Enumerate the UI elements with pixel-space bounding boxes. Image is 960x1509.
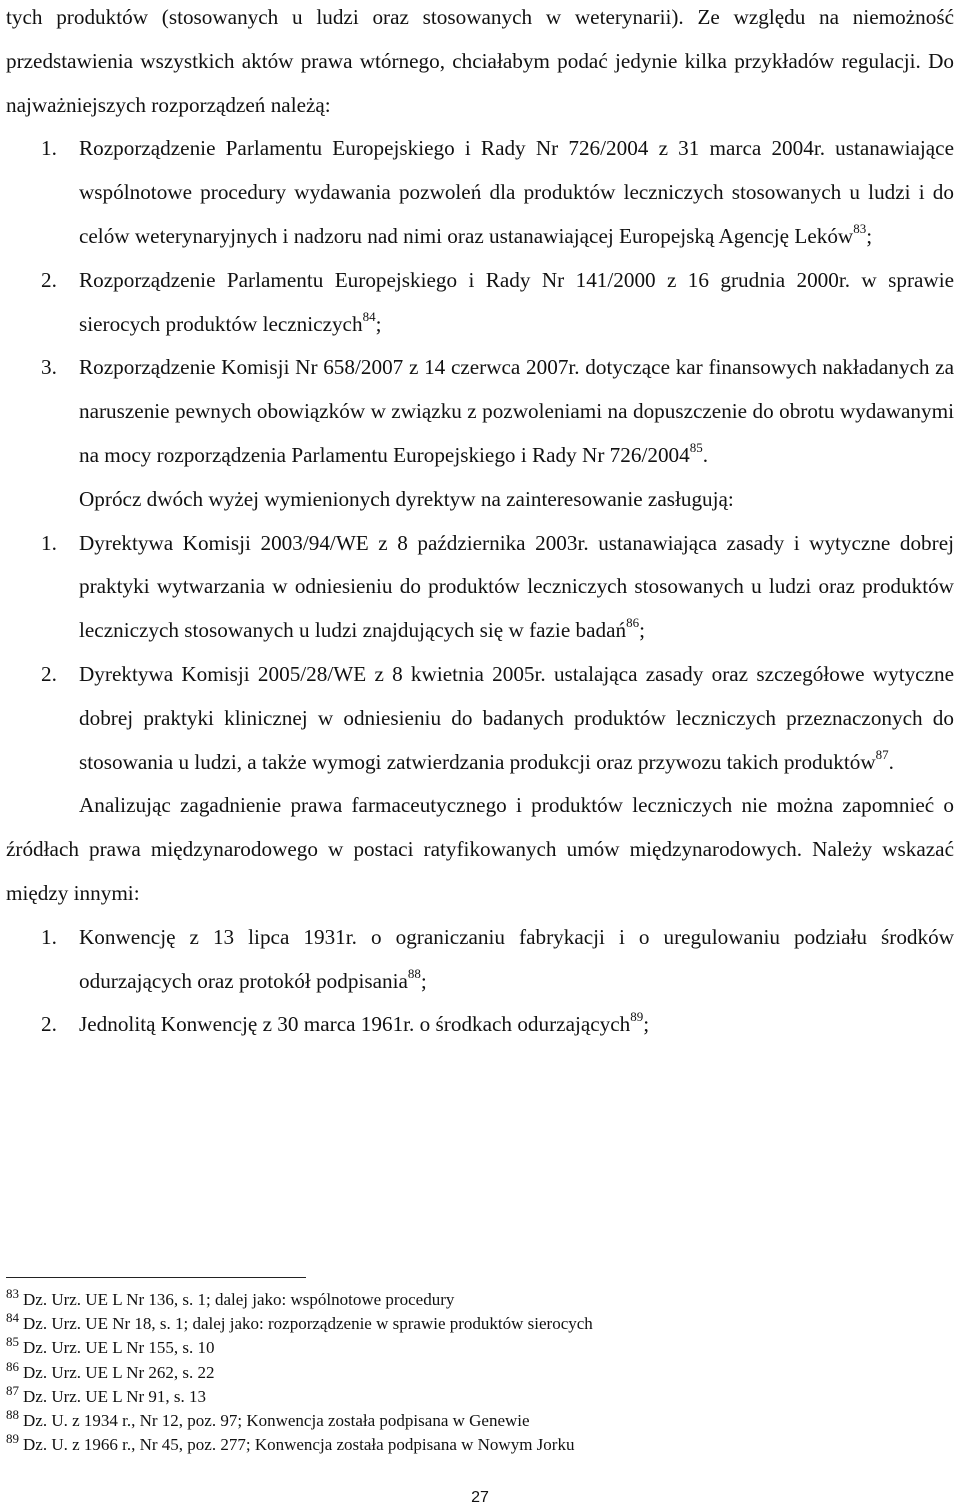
list-number: 3. (41, 355, 57, 380)
footnote-text: Dz. Urz. UE L Nr 136, s. 1; dalej jako: wspólnotowe procedury (23, 1290, 455, 1309)
list-item-punct: ; (643, 1012, 650, 1037)
footnote-ref[interactable]: 89 (630, 1009, 644, 1025)
body-text (6, 0, 954, 1047)
intro-paragraph: tych produktów (stosowanych u ludzi oraz stosowanych w weterynarii). Ze względu na niemożność przedstawienia wszystkich aktów prawa wtórnego, chciałabym podać jedynie kilka przykładów regulacji. Do najważniejszych rozporządzeń należą: (6, 5, 954, 117)
list-number: 1. (41, 136, 57, 161)
convention-item-2 (6, 1003, 954, 1047)
footnote: 88 Dz. U. z 1934 r., Nr 12, poz. 97; Konwencja została podpisana w Genewie (6, 1407, 530, 1431)
international-law-paragraph: Analizując zagadnienie prawa farmaceutycznego i produktów leczniczych nie można zapomnieć o źródłach prawa międzynarodowego w postaci ratyfikowanych umów międzynarodowych. Należy wskazać między innymi: (6, 793, 954, 905)
footnote: 84 Dz. Urz. UE Nr 18, s. 1; dalej jako: rozporządzenie w sprawie produktów sierocych (6, 1310, 593, 1334)
list-item-punct: ; (866, 223, 873, 248)
list-item-text: Dyrektywa Komisji 2003/94/WE z 8 października 2003r. ustanawiająca zasady i wytyczne dobrej praktyki wytwarzania w odniesieniu do produktów leczniczych stosowanych u ludzi oraz produktów leczniczych stosowanych u ludzi znajdujących się w fazie badań (79, 530, 954, 643)
directive-item-1 (6, 522, 954, 653)
footnote-text: Dz. Urz. UE L Nr 262, s. 22 (23, 1362, 215, 1382)
convention-item-1 (6, 916, 954, 1004)
footnote-text: Dz. U. z 1966 r., Nr 45, poz. 277; Konwencja została podpisana w Nowym Jorku (23, 1435, 575, 1455)
list-item-text: Konwencję z 13 lipca 1931r. o ograniczaniu fabrykacji i o uregulowaniu podziału środków odurzających oraz protokół podpisania (79, 924, 954, 993)
list-item-text: Rozporządzenie Parlamentu Europejskiego i Rady Nr 726/2004 z 31 marca 2004r. ustanawiające wspólnotowe procedury wydawania pozwoleń dla produktów leczniczych stosowanych u ludzi i do celów weterynaryjnych i nadzoru nad nimi oraz ustanawiającej Europejską Agencję Leków (79, 136, 954, 248)
footnote: 85 Dz. Urz. UE L Nr 155, s. 10 (6, 1334, 215, 1358)
list-number: 1. (41, 530, 57, 555)
page-number: 27 (471, 1489, 489, 1506)
regulations-list (6, 127, 954, 477)
footnote: 83 Dz. Urz. UE L Nr 136, s. 1; dalej jako: wspólnotowe procedury (6, 1286, 455, 1309)
footnote-text: Dz. Urz. UE L Nr 91, s. 13 (23, 1386, 207, 1406)
footnote-ref[interactable]: 87 (875, 746, 889, 762)
directives-list (6, 522, 954, 785)
regulation-item-3 (6, 346, 954, 477)
directives-intro: Oprócz dwóch wyżej wymienionych dyrektyw na zainteresowanie zasługują: (79, 486, 734, 511)
footnote-separator (6, 1277, 306, 1278)
footnote-text: Dz. Urz. UE L Nr 155, s. 10 (23, 1338, 215, 1358)
conventions-list (6, 916, 954, 1047)
list-item-text: Rozporządzenie Komisji Nr 658/2007 z 14 czerwca 2007r. dotyczące kar finansowych nakładanych za naruszenie pewnych obowiązków w związku z pozwoleniami na dopuszczenie do obrotu wydawanymi na mocy rozporządzenia Parlamentu Europejskiego i Rady Nr 726/2004 (79, 355, 954, 467)
footnote: 87 Dz. Urz. UE L Nr 91, s. 13 (6, 1382, 207, 1406)
list-item-punct: . (702, 442, 709, 467)
footnotes (6, 1288, 954, 1457)
footnote: 89 Dz. U. z 1966 r., Nr 45, poz. 277; Konwencja została podpisana w Nowym Jorku (6, 1431, 575, 1455)
footnote-text: Dz. U. z 1934 r., Nr 12, poz. 97; Konwencja została podpisana w Genewie (23, 1411, 530, 1431)
list-item-punct: ; (375, 311, 382, 336)
footnote-text: Dz. Urz. UE Nr 18, s. 1; dalej jako: rozporządzenie w sprawie produktów sierocych (23, 1314, 593, 1334)
list-number: 1. (41, 924, 57, 949)
regulation-item-2 (6, 259, 954, 347)
list-number: 2. (41, 661, 57, 686)
regulation-item-1 (6, 127, 954, 258)
list-item-text: Dyrektywa Komisji 2005/28/WE z 8 kwietnia 2005r. ustalająca zasady oraz szczegółowe wytyczne dobrej praktyki klinicznej w odniesieniu do badanych produktów leczniczych przeznaczonych do stosowania u ludzi, a także wymogi zatwierdzania produkcji oraz przywozu takich produktów (79, 661, 954, 774)
list-item-punct: ; (639, 618, 645, 643)
list-number: 2. (41, 1012, 57, 1037)
footnote-ref[interactable]: 86 (626, 615, 640, 631)
list-item-text: Jednolitą Konwencję z 30 marca 1961r. o środkach odurzających (79, 1012, 631, 1037)
directive-item-2 (6, 653, 954, 784)
list-item-text: Rozporządzenie Parlamentu Europejskiego i Rady Nr 141/2000 z 16 grudnia 2000r. w sprawie sierocych produktów leczniczych (79, 267, 954, 336)
footnote-ref[interactable]: 85 (689, 439, 703, 455)
list-item-punct: ; (420, 968, 427, 993)
footnote-ref[interactable]: 83 (853, 220, 867, 236)
footnote-ref[interactable]: 88 (407, 965, 421, 981)
list-item-punct: . (888, 749, 894, 774)
list-number: 2. (41, 267, 57, 292)
footnote-ref[interactable]: 84 (362, 308, 376, 324)
footnote: 86 Dz. Urz. UE L Nr 262, s. 22 (6, 1358, 215, 1382)
